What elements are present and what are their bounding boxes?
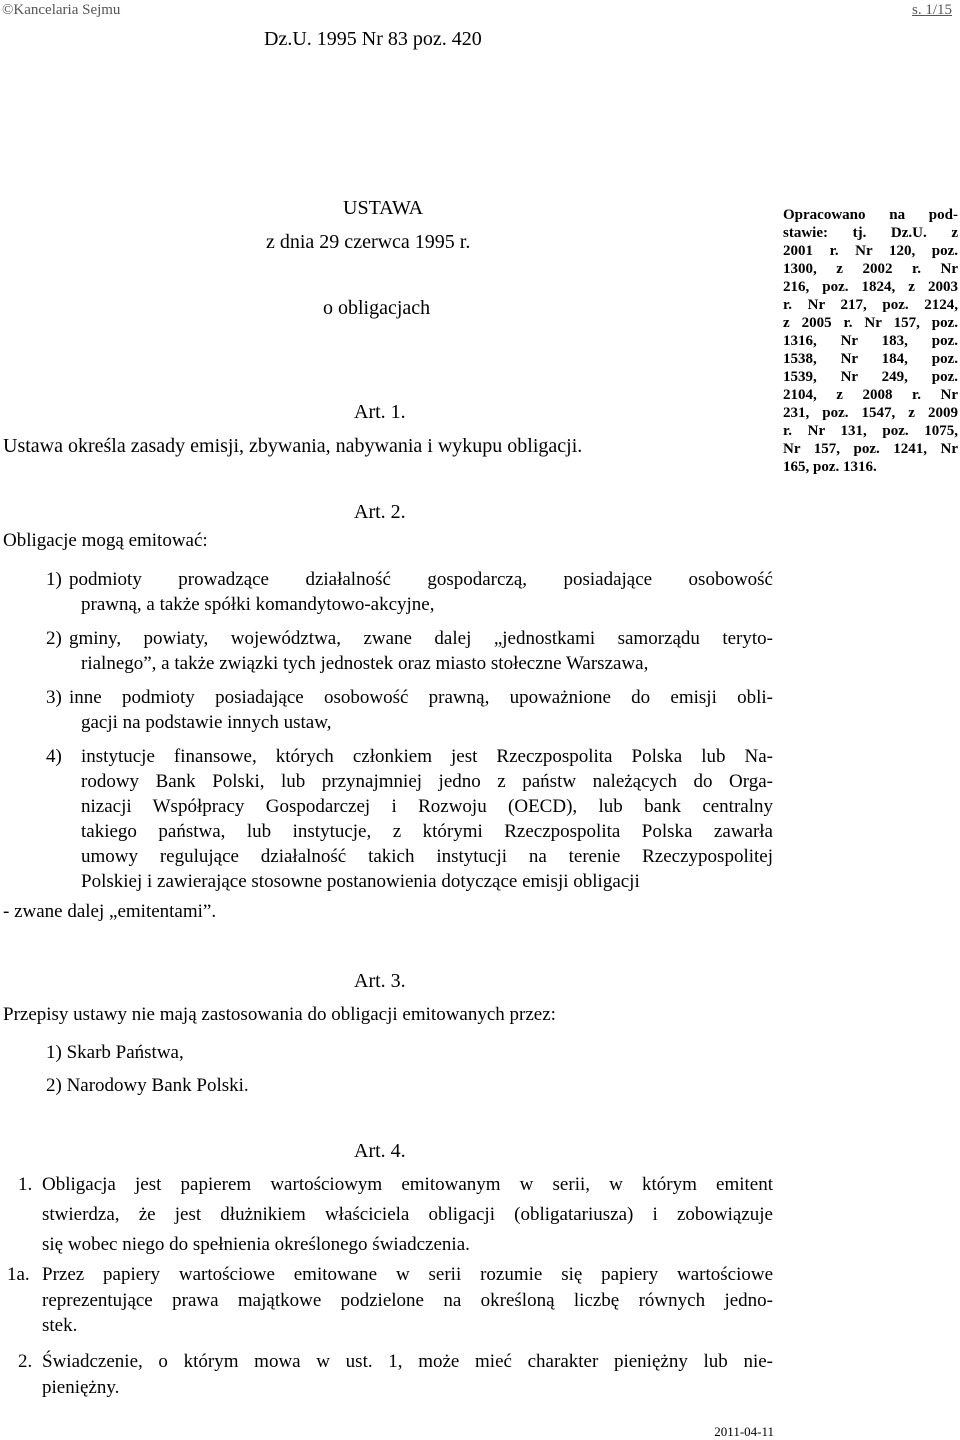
art3-item: 1) Skarb Państwa,: [46, 1042, 184, 1063]
art2-item-line: instytucje finansowe, których członkiem jest Rzeczpospolita Polska lub Na-: [81, 746, 773, 767]
art2-item-line: umowy regulujące działalność takich instytucji na terenie Rzeczypospolitej: [81, 846, 773, 867]
art4-item-line: Obligacja jest papierem wartościowym emitowanym w serii, w którym emitent: [42, 1174, 773, 1195]
art2-closing: - zwane dalej „emitentami”.: [3, 901, 217, 922]
art3-heading: Art. 3.: [354, 970, 406, 992]
act-subject: o obligacjach: [323, 297, 431, 319]
document-date: 2011-04-11: [714, 1424, 774, 1439]
art4-item-number: 1.: [18, 1174, 33, 1195]
sidebar-line: 1316, Nr 183, poz.: [783, 333, 958, 349]
sidebar-line: 1538, Nr 184, poz.: [783, 351, 958, 367]
art4-item-number: 2.: [18, 1351, 33, 1372]
art2-item-number: 3): [46, 687, 62, 708]
sidebar-line: 1539, Nr 249, poz.: [783, 369, 958, 385]
art4-item-line: reprezentujące prawa majątkowe podzielone na określoną liczbę równych jedno-: [42, 1290, 773, 1311]
art3-item: 2) Narodowy Bank Polski.: [46, 1075, 249, 1096]
art4-item-line: Przez papiery wartościowe emitowane w serii rozumie się papiery wartościowe: [42, 1264, 773, 1285]
art2-item-line: gminy, powiaty, województwa, zwane dalej „jednostkami samorządu teryto-: [69, 628, 773, 649]
art4-item-line: się wobec niego do spełnienia określonego świadczenia.: [42, 1234, 470, 1255]
sidebar-line: 165, poz. 1316.: [783, 459, 877, 475]
art2-heading: Art. 2.: [354, 501, 406, 523]
art2-item-line: rialnego”, a także związki tych jednostek oraz miasto stołeczne Warszawa,: [81, 653, 649, 674]
art2-item-line: Polskiej i zawierające stosowne postanowienia dotyczące emisji obligacji: [81, 871, 640, 892]
sidebar-line: 2001 r. Nr 120, poz.: [783, 243, 958, 259]
art1-text: Ustawa określa zasady emisji, zbywania, nabywania i wykupu obligacji.: [3, 435, 583, 457]
sidebar-line: 231, poz. 1547, z 2009: [783, 405, 958, 421]
act-kind: USTAWA: [343, 197, 424, 219]
art4-item-number: 1a.: [7, 1264, 30, 1285]
art2-item-line: podmioty prowadzące działalność gospodarczą, posiadające osobowość: [69, 569, 773, 590]
art2-item-line: prawną, a także spółki komandytowo-akcyjne,: [81, 594, 435, 615]
art2-item-number: 2): [46, 628, 62, 649]
sidebar-line: r. Nr 217, poz. 2124,: [783, 297, 958, 313]
sidebar-line: 2104, z 2008 r. Nr: [783, 387, 958, 403]
art2-item-number: 1): [46, 569, 62, 590]
sidebar-note: [783, 206, 958, 476]
art2-item-line: takiego państwa, lub instytucje, z którymi Rzeczpospolita Polska zawarła: [81, 821, 773, 842]
sidebar-line: Nr 157, poz. 1241, Nr: [783, 441, 958, 457]
act-date: z dnia 29 czerwca 1995 r.: [266, 231, 471, 253]
art4-item-line: Świadczenie, o którym mowa w ust. 1, może mieć charakter pieniężny lub nie-: [42, 1351, 773, 1372]
copyright-source: ©Kancelaria Sejmu: [2, 2, 121, 18]
sidebar-line: stawie: tj. Dz.U. z: [783, 225, 958, 241]
art2-item-number: 4): [46, 746, 62, 767]
sidebar-line: 216, poz. 1824, z 2003: [783, 279, 958, 295]
art4-item-line: stwierdza, że jest dłużnikiem właściciela obligacji (obligatariusza) i zobowiązuje: [42, 1204, 773, 1225]
art2-item-line: nizacji Współpracy Gospodarczej i Rozwoju (OECD), lub bank centralny: [81, 796, 773, 817]
sidebar-line: z 2005 r. Nr 157, poz.: [783, 315, 958, 331]
art2-item-line: gacji na podstawie innych ustaw,: [81, 712, 332, 733]
sidebar-line: r. Nr 131, poz. 1075,: [783, 423, 958, 439]
art2-item-line: rodowy Bank Polski, lub przynajmniej jedno z państw należących do Orga-: [81, 771, 773, 792]
art2-intro: Obligacje mogą emitować:: [3, 530, 208, 551]
art4-item-line: pieniężny.: [42, 1377, 120, 1398]
art1-heading: Art. 1.: [354, 401, 406, 423]
art3-intro: Przepisy ustawy nie mają zastosowania do obligacji emitowanych przez:: [3, 1004, 556, 1025]
sidebar-line: 1300, z 2002 r. Nr: [783, 261, 958, 277]
sidebar-line: Opracowano na pod-: [783, 207, 958, 223]
art4-heading: Art. 4.: [354, 1140, 406, 1162]
page-number-link[interactable]: s. 1/15: [911, 2, 952, 18]
art4-item-line: stek.: [42, 1315, 78, 1336]
art2-item-line: inne podmioty posiadające osobowość prawną, upoważnione do emisji obli-: [69, 687, 773, 708]
journal-citation: Dz.U. 1995 Nr 83 poz. 420: [264, 28, 482, 50]
